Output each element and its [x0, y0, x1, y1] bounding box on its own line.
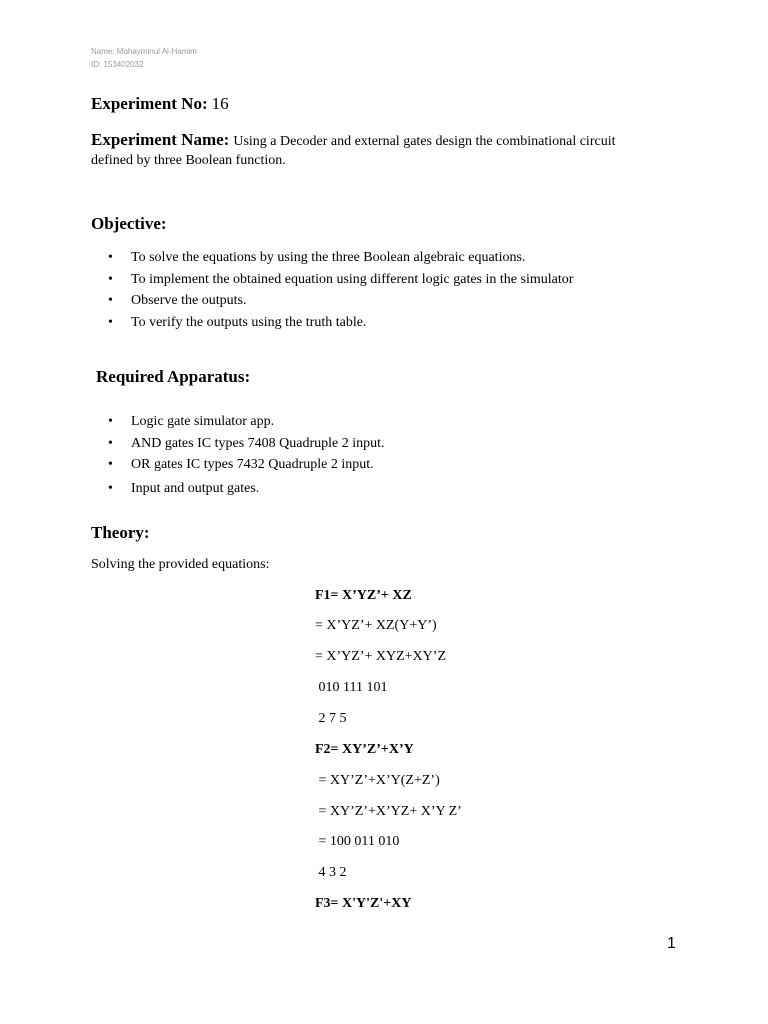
experiment-name: [91, 130, 615, 150]
equation-line: 2 7 5: [315, 711, 347, 726]
theory-intro: Solving the provided equations:: [91, 557, 270, 572]
equation-line: = 100 011 010: [315, 834, 400, 849]
author-name: Name: Mohayminul Al-Hamim: [91, 47, 197, 56]
apparatus-list: [108, 411, 385, 500]
experiment-name-value-line1: Using a Decoder and external gates design the combinational circuit: [233, 134, 616, 149]
experiment-name-label: Experiment Name:: [91, 130, 230, 149]
list-item: • AND gates IC types 7408 Quadruple 2 input.: [108, 433, 385, 455]
objective-list: [108, 247, 573, 334]
equation-line: = X’YZ’+ XZ(Y+Y’): [315, 618, 437, 633]
list-item: • OR gates IC types 7432 Quadruple 2 input.: [108, 454, 385, 476]
equation-line: 010 111 101: [315, 680, 388, 695]
theory-heading: Theory:: [91, 523, 150, 542]
author-id: ID: 153402032: [91, 60, 144, 69]
apparatus-heading: Required Apparatus:: [96, 367, 251, 386]
equation-line: = XY’Z’+X’YZ+ X’Y Z’: [315, 804, 462, 819]
equation-f1: F1= X’YZ’+ XZ: [315, 588, 412, 603]
objective-heading: Objective:: [91, 214, 167, 233]
experiment-name-value-line2: defined by three Boolean function.: [91, 153, 286, 168]
list-item: • Observe the outputs.: [108, 290, 573, 312]
experiment-no: [91, 94, 229, 114]
list-item: • To solve the equations by using the three Boolean algebraic equations.: [108, 247, 573, 269]
equation-f3: F3= X'Y'Z'+XY: [315, 896, 412, 911]
equation-line: = XY’Z’+X’Y(Z+Z’): [315, 773, 440, 788]
experiment-no-label: Experiment No:: [91, 94, 208, 113]
list-item: • Logic gate simulator app.: [108, 411, 385, 433]
page-number: 1: [667, 935, 676, 952]
equation-line: 4 3 2: [315, 865, 347, 880]
list-item: • To verify the outputs using the truth table.: [108, 312, 573, 334]
list-item: • Input and output gates.: [108, 478, 385, 500]
experiment-no-value: 16: [211, 94, 229, 113]
equation-f2: F2= XY’Z’+X’Y: [315, 742, 414, 757]
list-item: • To implement the obtained equation using different logic gates in the simulator: [108, 269, 573, 291]
equation-line: = X’YZ’+ XYZ+XY’Z: [315, 649, 446, 664]
